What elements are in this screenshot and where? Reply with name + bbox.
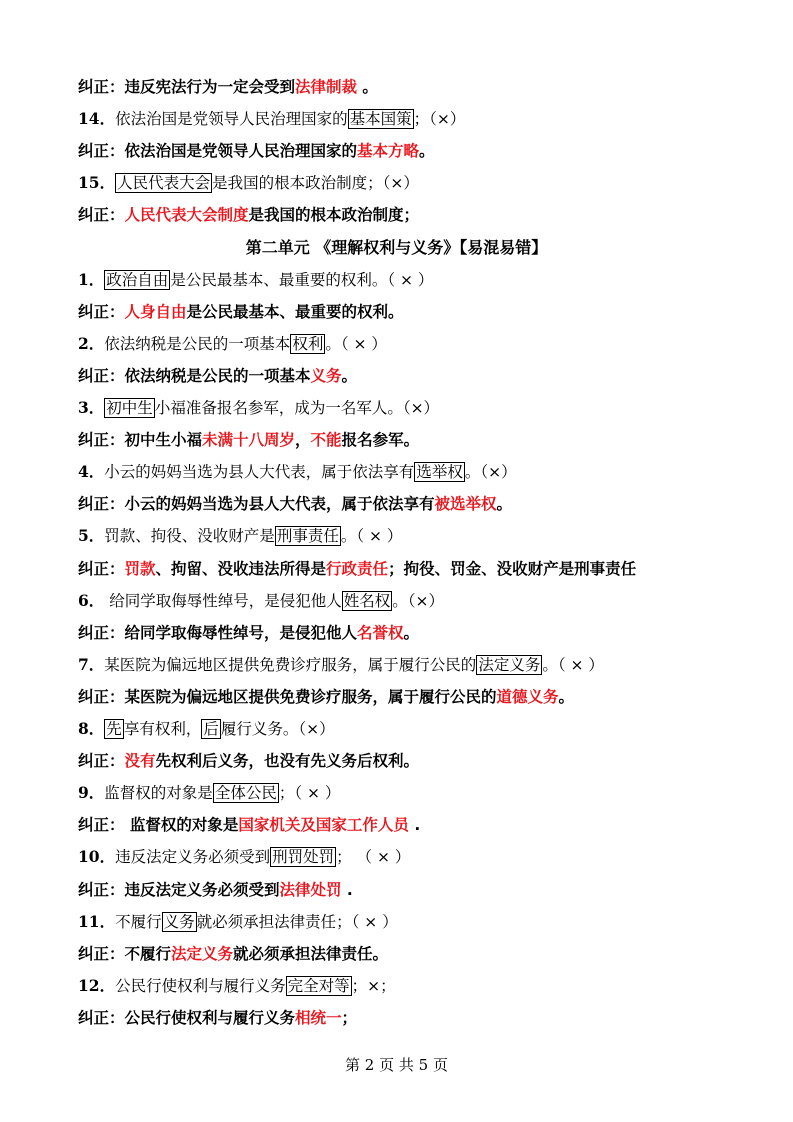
- error-boxed-term: 先: [106, 720, 122, 738]
- text-segment: 。（ × ）: [542, 656, 604, 674]
- correct-answer-highlight: 罚款: [124, 560, 156, 578]
- text-segment: 纠正：公民行使权利与履行义务: [78, 1009, 296, 1027]
- text-segment: ；: [341, 1009, 358, 1027]
- error-boxed-term: 全体公民: [214, 784, 277, 802]
- correction-line: [78, 366, 357, 386]
- text-segment: 纠正：: [78, 752, 125, 770]
- question-number: 10．: [78, 847, 116, 866]
- text-segment: 纠正：: [78, 206, 125, 224]
- error-boxed-term: 刑罚处罚: [272, 848, 335, 866]
- question-line: [78, 462, 517, 482]
- error-boxed-term: 选举权: [416, 463, 463, 481]
- correct-answer-highlight: 法律处罚: [279, 881, 342, 899]
- correct-answer-highlight: 没有: [124, 752, 156, 770]
- text-segment: 给同学取侮辱性绰号，是侵犯他人: [104, 592, 342, 610]
- error-boxed-term: 后: [203, 720, 219, 738]
- text-segment: 履行义务。（×）: [220, 720, 335, 738]
- question-number: 14．: [78, 109, 116, 128]
- question-line: [78, 912, 398, 932]
- correct-answer-highlight: 行政责任: [326, 560, 389, 578]
- text-segment: 纠正：: [78, 560, 125, 578]
- question-line: [78, 398, 439, 418]
- question-line: [78, 526, 402, 546]
- correction-line: [78, 302, 404, 322]
- correction-line: [78, 944, 388, 964]
- question-number: 5．: [78, 526, 105, 545]
- text-segment: 先权利后义务，也没有先义务后权利。: [155, 752, 420, 770]
- question-line: [78, 109, 465, 129]
- correct-answer-highlight: 道德义务: [496, 688, 559, 706]
- correction-line: [78, 623, 419, 643]
- question-number: 15．: [78, 173, 116, 192]
- text-segment: 。（×）: [392, 592, 444, 610]
- question-line: [78, 783, 340, 803]
- text-segment: 就必须承担法律责任。: [233, 945, 389, 963]
- text-segment: .: [408, 816, 421, 834]
- correction-line: [78, 141, 435, 161]
- text-segment: 纠正：: [78, 303, 125, 321]
- error-boxed-term: 姓名权: [343, 592, 391, 610]
- error-boxed-term: 刑事责任: [276, 527, 339, 545]
- error-boxed-term: 初中生: [106, 399, 153, 417]
- text-segment: 纠正：某医院为偏远地区提供免费诊疗服务，属于履行公民的: [78, 688, 497, 706]
- text-segment: 小福准备报名参军，成为一名军人。（×）: [154, 399, 440, 417]
- text-segment: 纠正：给同学取侮辱性绰号，是侵犯他人: [78, 624, 358, 642]
- text-segment: 、拘留、没收违法所得是: [155, 560, 327, 578]
- text-segment: ； （ × ）: [336, 848, 411, 866]
- text-segment: 监督权的对象是: [104, 784, 213, 802]
- text-segment: 就必须承担法律责任；（ × ）: [196, 913, 398, 931]
- text-segment: 。: [419, 142, 435, 160]
- correction-line: [78, 880, 353, 900]
- question-number: 1．: [78, 270, 105, 289]
- text-segment: 纠正：违反宪法行为一定会受到: [78, 78, 296, 96]
- text-segment: 报名参军。: [341, 431, 420, 449]
- error-boxed-term: 基本国策: [349, 110, 412, 128]
- correct-answer-highlight: 被选举权: [434, 495, 497, 513]
- question-number: 12．: [78, 976, 116, 995]
- question-number: 7．: [78, 655, 105, 674]
- text-segment: 纠正：不履行: [78, 945, 172, 963]
- question-number: 11．: [78, 912, 116, 931]
- text-segment: 。（×）: [464, 463, 517, 481]
- question-number: 3．: [78, 398, 105, 417]
- correct-answer-highlight: 基本方略: [357, 142, 420, 160]
- text-segment: 。: [341, 367, 358, 385]
- text-segment: 是公民最基本、最重要的权利。（ × ）: [170, 271, 434, 289]
- correction-line: [78, 77, 378, 97]
- text-segment: ；（×）: [413, 110, 466, 128]
- text-segment: 罚款、拘役、没收财产是: [104, 527, 275, 545]
- question-line: [78, 173, 419, 193]
- error-boxed-term: 政治自由: [106, 271, 169, 289]
- text-segment: ；拘役、罚金、没收财产是刑事责任: [388, 560, 637, 578]
- error-boxed-term: 义务: [163, 913, 195, 931]
- question-line: [78, 847, 410, 867]
- error-boxed-term: 完全对等: [287, 977, 350, 995]
- question-line: [78, 591, 444, 611]
- correction-line: [78, 430, 419, 450]
- correct-answer-highlight: 名誉权: [357, 624, 404, 642]
- error-boxed-term: 权利: [292, 335, 324, 353]
- correct-answer-highlight: 未满十八周岁: [202, 431, 296, 449]
- text-segment: 纠正： 监督权的对象是: [78, 816, 239, 834]
- text-segment: 小云的妈妈当选为县人大代表，属于依法享有: [104, 463, 415, 481]
- correction-line: [78, 205, 419, 225]
- text-segment: .: [341, 881, 353, 899]
- correct-answer-highlight: 法定义务: [171, 945, 234, 963]
- section-heading: 第二单元 《理解权利与义务》【易混易错】: [245, 238, 548, 257]
- text-segment: 纠正：小云的妈妈当选为县人大代表，属于依法享有: [78, 495, 435, 513]
- correct-answer-highlight: 义务: [310, 367, 342, 385]
- text-segment: 纠正：初中生小福: [78, 431, 203, 449]
- correct-answer-highlight: 人身自由: [124, 303, 187, 321]
- question-line: [78, 334, 387, 354]
- text-segment: 依法纳税是公民的一项基本: [104, 335, 291, 353]
- text-segment: 不履行: [115, 913, 162, 931]
- text-segment: ；（ × ）: [278, 784, 341, 802]
- correct-answer-highlight: 相统一: [295, 1009, 342, 1027]
- correction-line: [78, 1008, 357, 1028]
- text-segment: 纠正：违反法定义务必须受到: [78, 881, 280, 899]
- question-line: [78, 270, 433, 290]
- text-segment: 享有权利，: [123, 720, 202, 738]
- question-number: 9．: [78, 783, 105, 802]
- question-number: 8．: [78, 719, 105, 738]
- text-segment: 。: [496, 495, 513, 513]
- correction-line: [78, 751, 419, 771]
- text-segment: 是公民最基本、最重要的权利。: [186, 303, 404, 321]
- correct-answer-highlight: 法律制裁: [295, 78, 358, 96]
- question-line: [78, 719, 335, 739]
- text-segment: 。: [558, 688, 575, 706]
- text-segment: 。: [357, 78, 378, 96]
- error-boxed-term: 人民代表大会: [117, 174, 211, 192]
- question-number: 4．: [78, 462, 105, 481]
- correct-answer-highlight: 人民代表大会制度: [124, 206, 249, 224]
- text-segment: 纠正：依法纳税是公民的一项基本: [78, 367, 311, 385]
- correction-line: [78, 815, 420, 835]
- text-segment: 。（ × ）: [325, 335, 387, 353]
- text-segment: 。（ × ）: [340, 527, 403, 545]
- correction-line: [78, 494, 512, 514]
- correct-answer-highlight: 不能: [310, 431, 342, 449]
- text-segment: ；×；: [351, 977, 396, 995]
- correction-line: [78, 687, 574, 707]
- text-segment: 违反法定义务必须受到: [115, 848, 271, 866]
- text-segment: 某医院为偏远地区提供免费诊疗服务，属于履行公民的: [104, 656, 477, 674]
- question-number: 6．: [78, 591, 105, 610]
- text-segment: 纠正：依法治国是党领导人民治理国家的: [78, 142, 358, 160]
- text-segment: 是我国的根本政治制度；: [248, 206, 420, 224]
- question-number: 2．: [78, 334, 105, 353]
- question-line: [78, 976, 396, 996]
- text-segment: ，: [295, 431, 311, 449]
- text-segment: 公民行使权利与履行义务: [115, 977, 286, 995]
- text-segment: 依法治国是党领导人民治理国家的: [115, 110, 348, 128]
- correct-answer-highlight: 国家机关及国家工作人员: [238, 816, 409, 834]
- page-footer: 第 2 页 共 5 页: [345, 1056, 448, 1074]
- correction-line: [78, 559, 636, 579]
- text-segment: 是我国的根本政治制度；（×）: [212, 174, 419, 192]
- text-segment: 。: [403, 624, 420, 642]
- error-boxed-term: 法定义务: [478, 656, 541, 674]
- question-line: [78, 655, 604, 675]
